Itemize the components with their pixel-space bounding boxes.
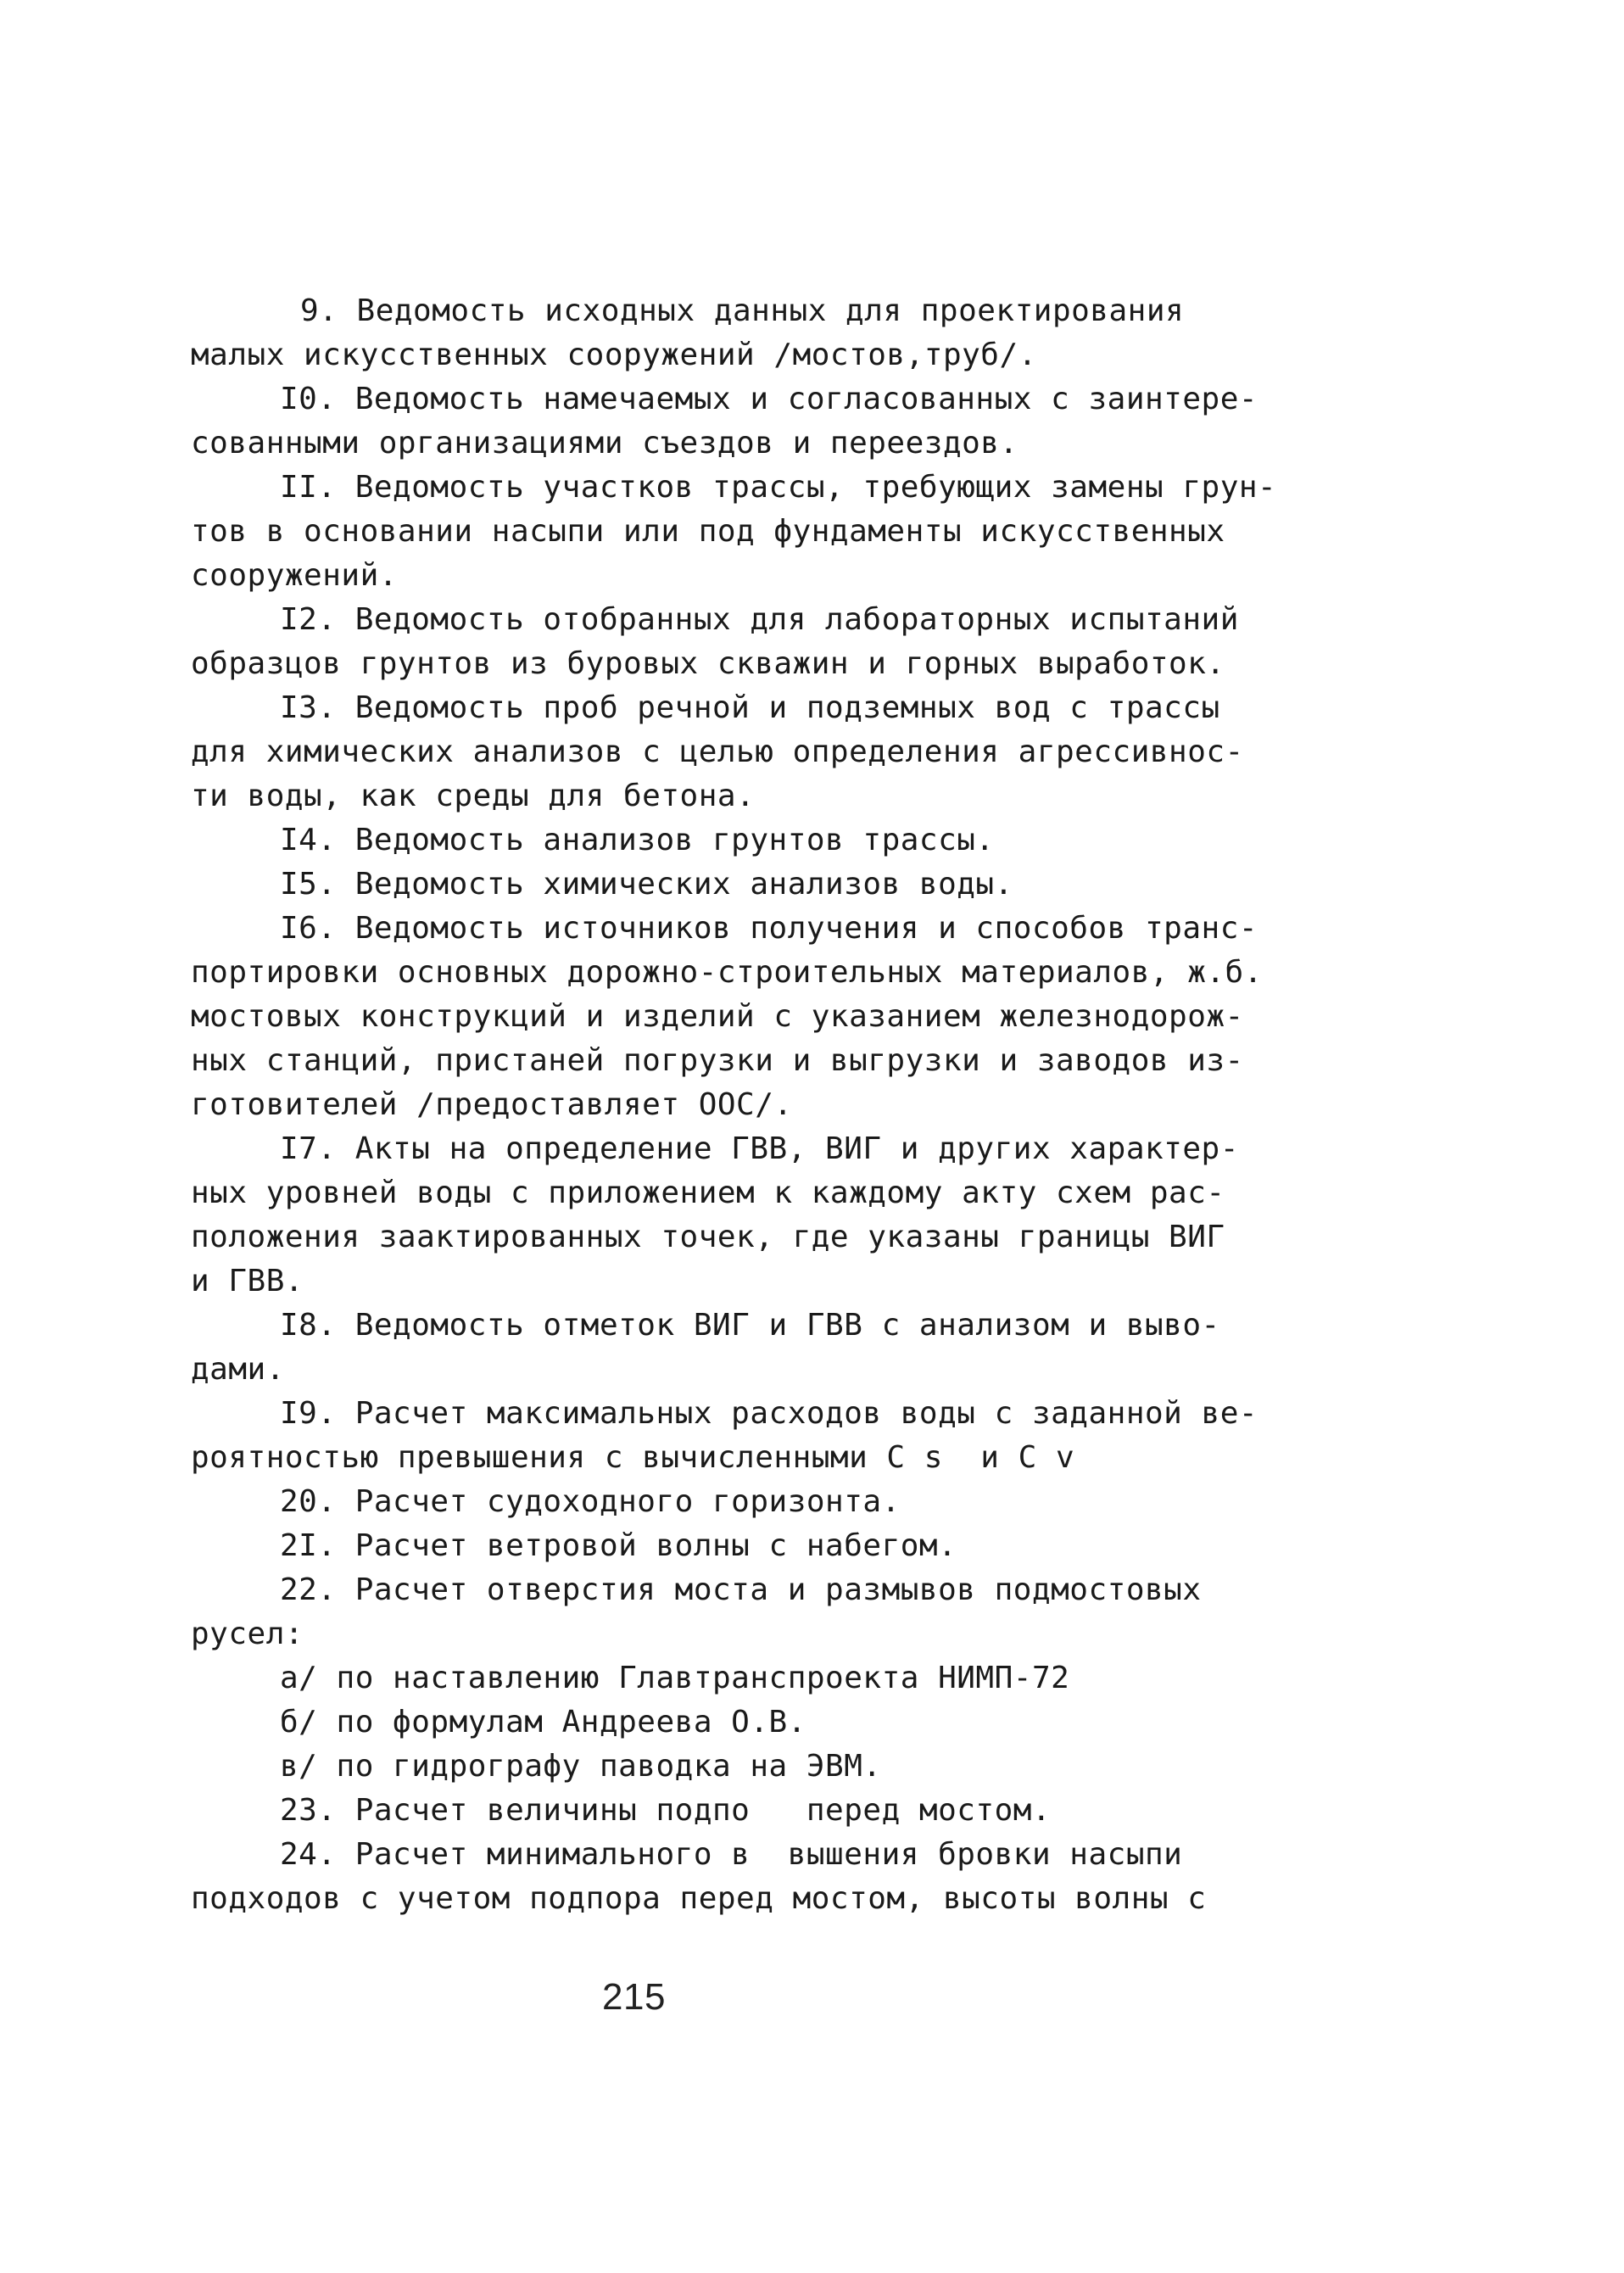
text-line: портировки основных дорожно-строительных материалов, ж.б. (191, 955, 1263, 990)
text-line: 22. Расчет отверстия моста и размывов подмостовых (280, 1572, 1202, 1607)
text-line: I0. Ведомость намечаемых и согласованных с заинтере- (280, 382, 1258, 416)
text-line: малых искусственных сооружений /мостов,труб/. (191, 338, 1037, 372)
text-line: I3. Ведомость проб речной и подземных вод с трассы (280, 690, 1220, 725)
text-line: роятностью превышения с вычисленными C s и C v (191, 1440, 1075, 1475)
text-line: I7. Акты на определение ГВВ, ВИГ и других характер- (280, 1131, 1239, 1166)
text-line: ных уровней воды с приложением к каждому акту схем рас- (191, 1176, 1225, 1210)
text-line: в/ по гидрографу паводка на ЭВМ. (280, 1749, 882, 1784)
text-line: дами. (191, 1352, 285, 1387)
text-line: 24. Расчет минимального в вышения бровки насыпи (280, 1837, 1183, 1872)
text-line: 2I. Расчет ветровой волны с набегом. (280, 1528, 957, 1563)
page-number: 215 (602, 1976, 666, 2018)
text-line: 9. Ведомость исходных данных для проектирования (300, 293, 1185, 328)
text-line: I4. Ведомость анализов грунтов трассы. (280, 823, 995, 857)
text-line: подходов с учетом подпора перед мостом, высоты волны с (191, 1881, 1207, 1916)
text-line: ти воды, как среды для бетона. (191, 779, 756, 813)
text-line: для химических анализов с целью определения агрессивнос- (191, 734, 1244, 769)
text-line: I8. Ведомость отметок ВИГ и ГВВ с анализом и выво- (280, 1308, 1220, 1343)
text-line: I2. Ведомость отобранных для лабораторных испытаний (280, 602, 1239, 637)
text-line: и ГВВ. (191, 1264, 304, 1298)
text-line: мостовых конструкций и изделий с указанием железнодорож- (191, 999, 1244, 1034)
text-line: б/ по формулам Андреева О.В. (280, 1705, 806, 1740)
text-line: русел: (191, 1617, 304, 1651)
text-line: 23. Расчет величины подпо перед мостом. (280, 1793, 1052, 1828)
text-line: II. Ведомость участков трассы, требующих замены грун- (280, 470, 1277, 505)
text-line: образцов грунтов из буровых скважин и горных выработок. (191, 646, 1225, 681)
text-line: положения заактированных точек, где указаны границы ВИГ (191, 1220, 1225, 1254)
text-line: ных станций, пристаней погрузки и выгрузки и заводов из- (191, 1043, 1244, 1078)
text-line: I5. Ведомость химических анализов воды. (280, 867, 1013, 902)
text-line: I9. Расчет максимальных расходов воды с заданной ве- (280, 1396, 1258, 1431)
text-line: сованными организациями съездов и переездов. (191, 426, 1018, 461)
text-line: готовителей /предоставляет ООС/. (191, 1087, 793, 1122)
text-line: I6. Ведомость источников получения и способов транс- (280, 911, 1258, 946)
text-line: тов в основании насыпи или под фундаменты искусственных (191, 514, 1225, 549)
text-line: сооружений. (191, 558, 398, 593)
text-line: а/ по наставлению Главтранспроекта НИМП-72 (280, 1661, 1070, 1695)
text-line: 20. Расчет судоходного горизонта. (280, 1484, 901, 1519)
